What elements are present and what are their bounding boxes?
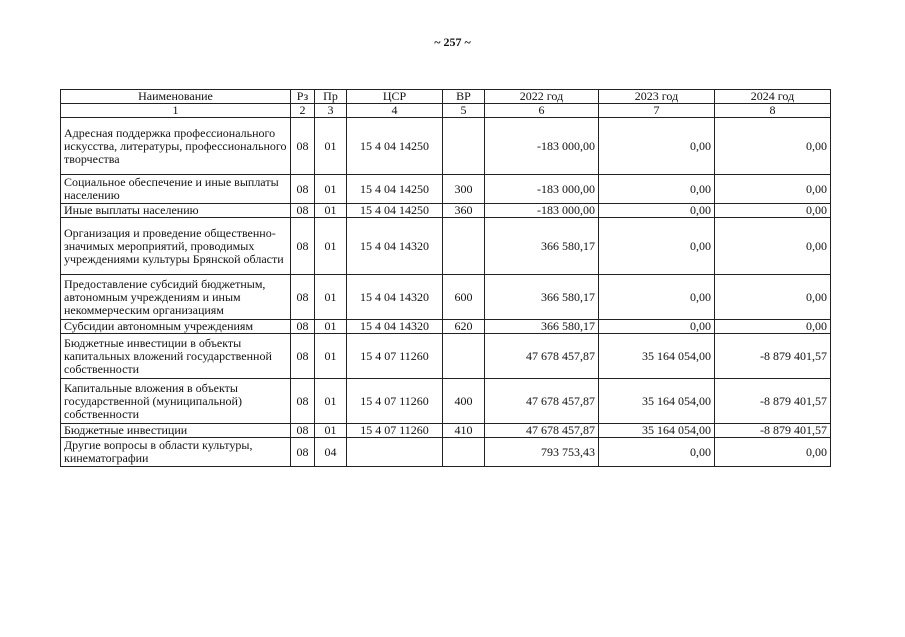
row-2023: 0,00 bbox=[599, 438, 715, 467]
header-rz: Рз bbox=[291, 90, 315, 104]
row-2023: 0,00 bbox=[599, 175, 715, 204]
row-pr: 01 bbox=[315, 334, 347, 379]
column-number: 4 bbox=[347, 104, 443, 118]
row-vr: 410 bbox=[443, 424, 485, 438]
table-row bbox=[61, 424, 831, 438]
row-csr: 15 4 04 14250 bbox=[347, 204, 443, 218]
row-2022: -183 000,00 bbox=[485, 175, 599, 204]
row-name: Бюджетные инвестиции в объекты капитальных вложений государственной собственности bbox=[61, 334, 291, 379]
column-number: 6 bbox=[485, 104, 599, 118]
row-2022: 366 580,17 bbox=[485, 275, 599, 320]
row-rz: 08 bbox=[291, 118, 315, 175]
row-2024: 0,00 bbox=[715, 175, 831, 204]
row-name: Бюджетные инвестиции bbox=[61, 424, 291, 438]
row-2022: 366 580,17 bbox=[485, 320, 599, 334]
column-number: 7 bbox=[599, 104, 715, 118]
row-pr: 04 bbox=[315, 438, 347, 467]
table-row bbox=[61, 438, 831, 467]
row-2022: 47 678 457,87 bbox=[485, 424, 599, 438]
row-2023: 0,00 bbox=[599, 204, 715, 218]
row-2023: 0,00 bbox=[599, 320, 715, 334]
row-vr: 360 bbox=[443, 204, 485, 218]
table-row bbox=[61, 204, 831, 218]
row-name: Субсидии автономным учреждениям bbox=[61, 320, 291, 334]
row-pr: 01 bbox=[315, 320, 347, 334]
row-rz: 08 bbox=[291, 218, 315, 275]
row-csr: 15 4 07 11260 bbox=[347, 379, 443, 424]
page-number: ~ 257 ~ bbox=[434, 35, 471, 49]
header-name: Наименование bbox=[61, 90, 291, 104]
table-row bbox=[61, 379, 831, 424]
column-number: 2 bbox=[291, 104, 315, 118]
row-pr: 01 bbox=[315, 218, 347, 275]
row-pr: 01 bbox=[315, 424, 347, 438]
row-rz: 08 bbox=[291, 334, 315, 379]
table-row bbox=[61, 218, 831, 275]
row-name: Другие вопросы в области культуры, кинематографии bbox=[61, 438, 291, 467]
row-csr: 15 4 04 14250 bbox=[347, 175, 443, 204]
row-2023: 35 164 054,00 bbox=[599, 379, 715, 424]
row-vr bbox=[443, 438, 485, 467]
header-vr: ВР bbox=[443, 90, 485, 104]
row-vr bbox=[443, 118, 485, 175]
column-number: 3 bbox=[315, 104, 347, 118]
row-2022: 793 753,43 bbox=[485, 438, 599, 467]
header-pr: Пр bbox=[315, 90, 347, 104]
row-2023: 0,00 bbox=[599, 118, 715, 175]
row-csr: 15 4 07 11260 bbox=[347, 334, 443, 379]
row-2024: 0,00 bbox=[715, 275, 831, 320]
row-csr: 15 4 07 11260 bbox=[347, 424, 443, 438]
row-name: Капитальные вложения в объекты государственной (муниципальной) собственности bbox=[61, 379, 291, 424]
row-2022: -183 000,00 bbox=[485, 118, 599, 175]
header-row bbox=[61, 90, 831, 104]
table-row bbox=[61, 320, 831, 334]
row-rz: 08 bbox=[291, 275, 315, 320]
row-2024: 0,00 bbox=[715, 320, 831, 334]
row-name: Адресная поддержка профессионального искусства, литературы, профессионального творчества bbox=[61, 118, 291, 175]
table-row bbox=[61, 334, 831, 379]
header-2022: 2022 год bbox=[485, 90, 599, 104]
column-number: 1 bbox=[61, 104, 291, 118]
table-row bbox=[61, 175, 831, 204]
row-rz: 08 bbox=[291, 438, 315, 467]
row-rz: 08 bbox=[291, 320, 315, 334]
row-2022: -183 000,00 bbox=[485, 204, 599, 218]
row-csr bbox=[347, 438, 443, 467]
row-2023: 0,00 bbox=[599, 275, 715, 320]
header-2023: 2023 год bbox=[599, 90, 715, 104]
row-vr: 600 bbox=[443, 275, 485, 320]
row-2022: 47 678 457,87 bbox=[485, 379, 599, 424]
row-2023: 35 164 054,00 bbox=[599, 334, 715, 379]
row-csr: 15 4 04 14320 bbox=[347, 275, 443, 320]
row-pr: 01 bbox=[315, 118, 347, 175]
row-name: Иные выплаты населению bbox=[61, 204, 291, 218]
row-vr bbox=[443, 218, 485, 275]
row-2024: -8 879 401,57 bbox=[715, 424, 831, 438]
row-2023: 35 164 054,00 bbox=[599, 424, 715, 438]
row-name: Социальное обеспечение и иные выплаты населению bbox=[61, 175, 291, 204]
column-number: 5 bbox=[443, 104, 485, 118]
row-pr: 01 bbox=[315, 175, 347, 204]
row-2024: 0,00 bbox=[715, 118, 831, 175]
table-row bbox=[61, 118, 831, 175]
row-pr: 01 bbox=[315, 204, 347, 218]
row-rz: 08 bbox=[291, 379, 315, 424]
row-csr: 15 4 04 14320 bbox=[347, 320, 443, 334]
row-2024: 0,00 bbox=[715, 218, 831, 275]
row-vr: 400 bbox=[443, 379, 485, 424]
budget-table bbox=[60, 89, 831, 467]
row-csr: 15 4 04 14320 bbox=[347, 218, 443, 275]
row-2023: 0,00 bbox=[599, 218, 715, 275]
row-rz: 08 bbox=[291, 175, 315, 204]
row-csr: 15 4 04 14250 bbox=[347, 118, 443, 175]
row-2022: 366 580,17 bbox=[485, 218, 599, 275]
header-2024: 2024 год bbox=[715, 90, 831, 104]
row-2024: 0,00 bbox=[715, 204, 831, 218]
row-2024: -8 879 401,57 bbox=[715, 379, 831, 424]
row-vr bbox=[443, 334, 485, 379]
header-csr: ЦСР bbox=[347, 90, 443, 104]
row-pr: 01 bbox=[315, 275, 347, 320]
row-2024: 0,00 bbox=[715, 438, 831, 467]
row-name: Организация и проведение общественно-значимых мероприятий, проводимых учреждениями культуры Брянской области bbox=[61, 218, 291, 275]
row-vr: 300 bbox=[443, 175, 485, 204]
column-number: 8 bbox=[715, 104, 831, 118]
row-2024: -8 879 401,57 bbox=[715, 334, 831, 379]
row-pr: 01 bbox=[315, 379, 347, 424]
row-2022: 47 678 457,87 bbox=[485, 334, 599, 379]
row-rz: 08 bbox=[291, 204, 315, 218]
table-row bbox=[61, 275, 831, 320]
column-number-row bbox=[61, 104, 831, 118]
row-name: Предоставление субсидий бюджетным, автономным учреждениям и иным некоммерческим организациям bbox=[61, 275, 291, 320]
row-vr: 620 bbox=[443, 320, 485, 334]
row-rz: 08 bbox=[291, 424, 315, 438]
